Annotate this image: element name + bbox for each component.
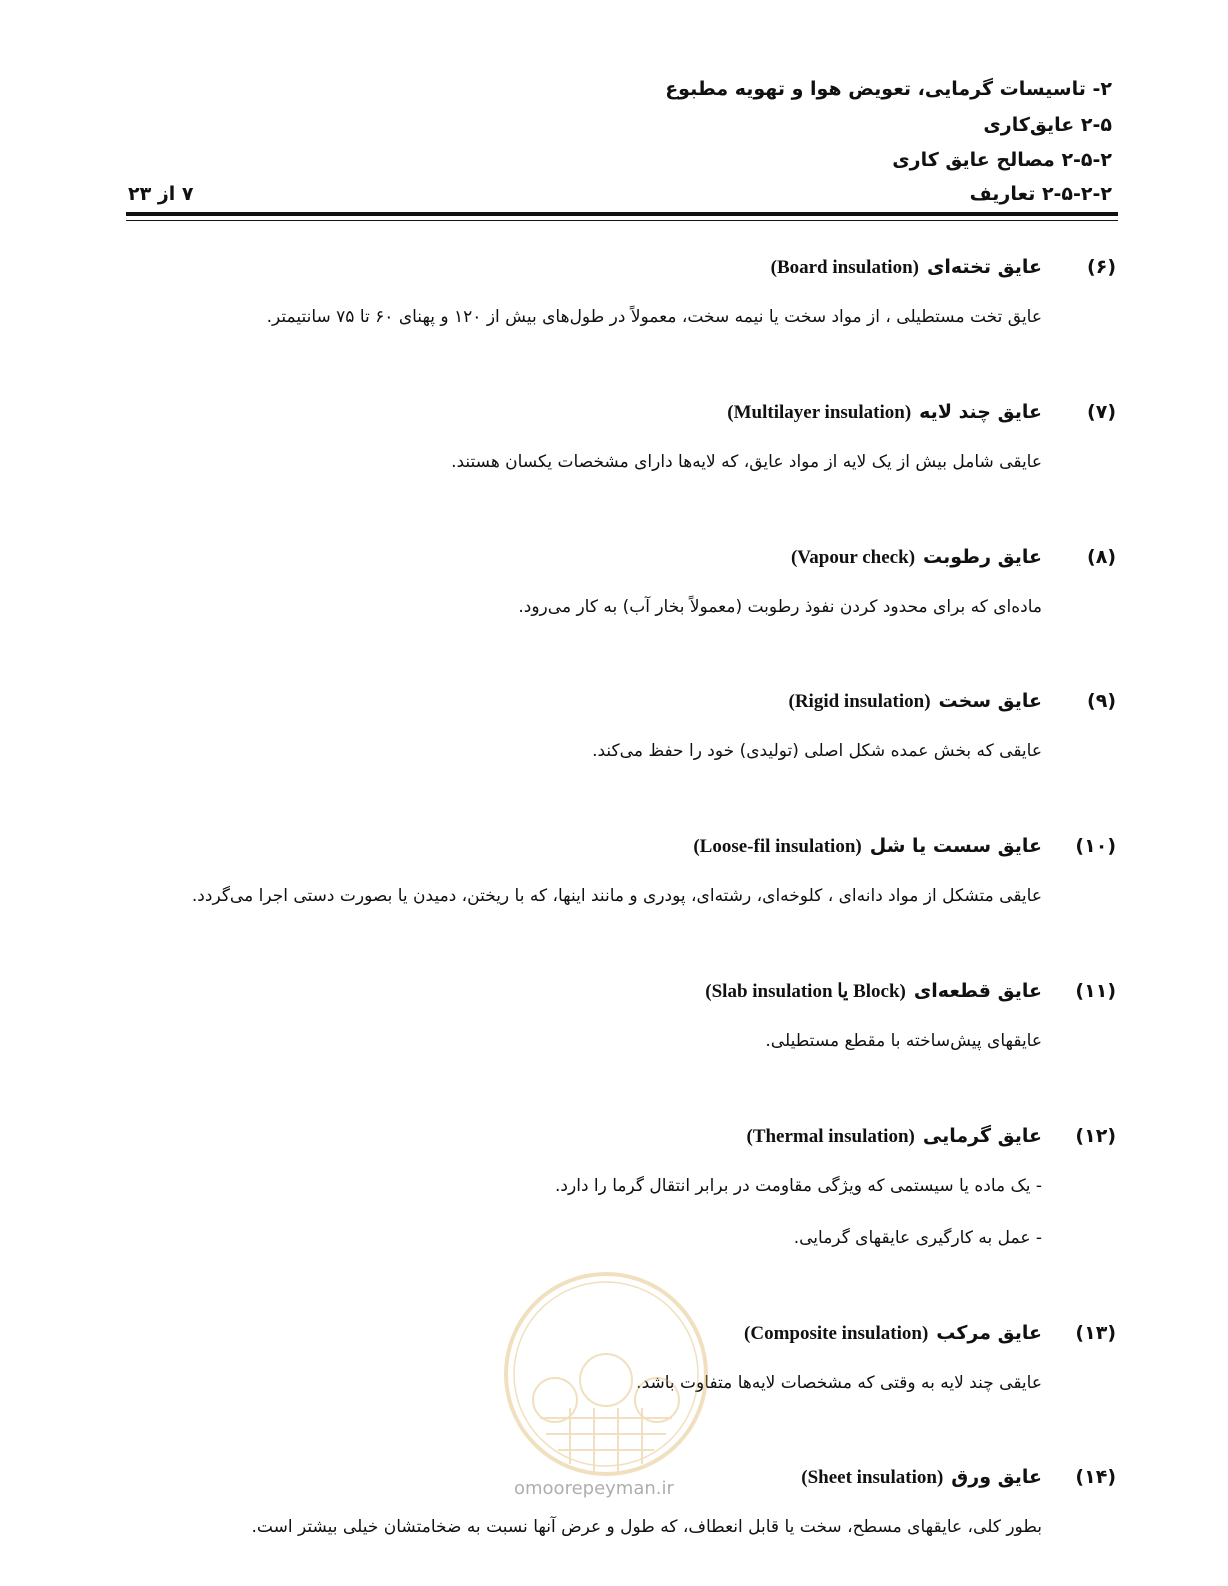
header-subsection: ۲-۵-۲ مصالح عایق کاری bbox=[892, 149, 1112, 171]
definition-number: (۱۳) bbox=[1075, 1322, 1116, 1344]
definition-term: عایق مرکب bbox=[936, 1322, 1042, 1344]
definition-number: (۶) bbox=[1087, 256, 1116, 278]
definition-text bbox=[140, 737, 1042, 765]
definition-term-english: (Sheet insulation) bbox=[801, 1467, 944, 1488]
header-chapter: ۲- تاسیسات گرمایی، تعویض هوا و تهویه مطبوع bbox=[665, 78, 1112, 100]
definition-paragraph: عایق تخت مستطیلی ، از مواد سخت یا نیمه سخت، معمولاً در طول‌های بیش از ۱۲۰ و پهنای ۶۰ تا ۷۵ سانتیمتر. bbox=[266, 307, 1042, 327]
definition-text bbox=[140, 1172, 1042, 1252]
definition-term-english: (Rigid insulation) bbox=[788, 691, 931, 712]
definition-number: (۹) bbox=[1087, 690, 1116, 712]
definition-text bbox=[140, 1513, 1042, 1541]
definition-paragraph: عایقی متشکل از مواد دانه‌ای ، کلوخه‌ای، رشته‌ای، پودری و مانند اینها، که با ریختن، دمیدن یا بصورت دستی اجرا می‌گردد. bbox=[191, 886, 1042, 906]
definition-paragraph: ماده‌ای که برای محدود کردن نفوذ رطوبت (معمولاً بخار آب) به کار می‌رود. bbox=[518, 597, 1042, 617]
definition-number: (۱۰) bbox=[1075, 835, 1116, 857]
definition-term: عایق رطوبت bbox=[923, 546, 1042, 568]
page-number: ۷ از ۲۳ bbox=[128, 183, 194, 205]
definition-heading bbox=[140, 835, 1116, 858]
header-rule-thin bbox=[126, 220, 1118, 221]
definition-term-english: (Vapour check) bbox=[790, 547, 916, 568]
definition-text bbox=[140, 1027, 1042, 1055]
definition-paragraph: عایقی چند لایه به وقتی که مشخصات لایه‌ها متفاوت باشد. bbox=[636, 1373, 1042, 1393]
definition-term-english: (Loose-fil insulation) bbox=[693, 836, 862, 857]
definition-paragraph: عایقهای پیش‌ساخته با مقطع مستطیلی. bbox=[765, 1031, 1042, 1051]
definition-term: عایق سخت bbox=[938, 690, 1042, 712]
definition-text bbox=[140, 303, 1042, 331]
definition-heading bbox=[140, 256, 1116, 279]
definition-term-english: (Composite insulation) bbox=[744, 1323, 929, 1344]
definition-number: (۷) bbox=[1087, 401, 1116, 423]
definition-number: (۱۱) bbox=[1075, 980, 1116, 1002]
header-subsubsection: ۲-۵-۲-۲ تعاریف bbox=[969, 183, 1112, 205]
definition-number: (۸) bbox=[1087, 546, 1116, 568]
definition-paragraph: عایقی شامل بیش از یک لایه از مواد عایق، که لایه‌ها دارای مشخصات یکسان هستند. bbox=[451, 452, 1042, 472]
definition-entry bbox=[140, 546, 1116, 645]
definition-heading bbox=[140, 401, 1116, 424]
definition-term-english: (Board insulation) bbox=[770, 257, 919, 278]
watermark-logo-icon bbox=[500, 1268, 712, 1480]
definition-entry bbox=[140, 1125, 1116, 1276]
definition-term: عایق گرمایی bbox=[922, 1125, 1042, 1147]
definition-paragraph: - عمل به کارگیری عایقهای گرمایی. bbox=[793, 1228, 1042, 1248]
definition-paragraph: - یک ماده یا سیستمی که ویژگی مقاومت در برابر انتقال گرما را دارد. bbox=[555, 1176, 1042, 1196]
definition-number: (۱۲) bbox=[1075, 1125, 1116, 1147]
watermark-url: omoorepeyman.ir bbox=[514, 1478, 674, 1499]
definition-term: عایق سست یا شل bbox=[869, 835, 1042, 857]
definition-heading bbox=[140, 980, 1116, 1003]
definition-text bbox=[140, 593, 1042, 621]
definition-entry bbox=[140, 401, 1116, 500]
definition-entry bbox=[140, 256, 1116, 355]
definition-text bbox=[140, 448, 1042, 476]
definition-term: عایق ورق bbox=[951, 1466, 1042, 1488]
header-rule bbox=[126, 212, 1118, 216]
definition-number: (۱۴) bbox=[1075, 1466, 1116, 1488]
definition-paragraph: عایقی که بخش عمده شکل اصلی (تولیدی) خود را حفظ می‌کند. bbox=[592, 741, 1042, 761]
definition-text bbox=[140, 882, 1042, 910]
definition-heading bbox=[140, 546, 1116, 569]
definition-term: عایق قطعه‌ای bbox=[913, 980, 1042, 1002]
definition-entry bbox=[140, 980, 1116, 1079]
definition-term: عایق چند لایه bbox=[919, 401, 1042, 423]
definition-term-english: (Block یا Slab insulation) bbox=[705, 981, 906, 1002]
definition-term-english: (Thermal insulation) bbox=[746, 1126, 915, 1147]
definition-term: عایق تخته‌ای bbox=[926, 256, 1042, 278]
definition-paragraph: بطور کلی، عایقهای مسطح، سخت یا قابل انعطاف، که طول و عرض آنها نسبت به ضخامتشان خیلی بیشتر است. bbox=[251, 1517, 1042, 1537]
definition-heading bbox=[140, 690, 1116, 713]
header-section: ۲-۵ عایق‌کاری bbox=[983, 114, 1112, 136]
definition-entry bbox=[140, 835, 1116, 934]
definition-term-english: (Multilayer insulation) bbox=[727, 402, 912, 423]
definition-heading bbox=[140, 1125, 1116, 1148]
definition-entry bbox=[140, 690, 1116, 789]
